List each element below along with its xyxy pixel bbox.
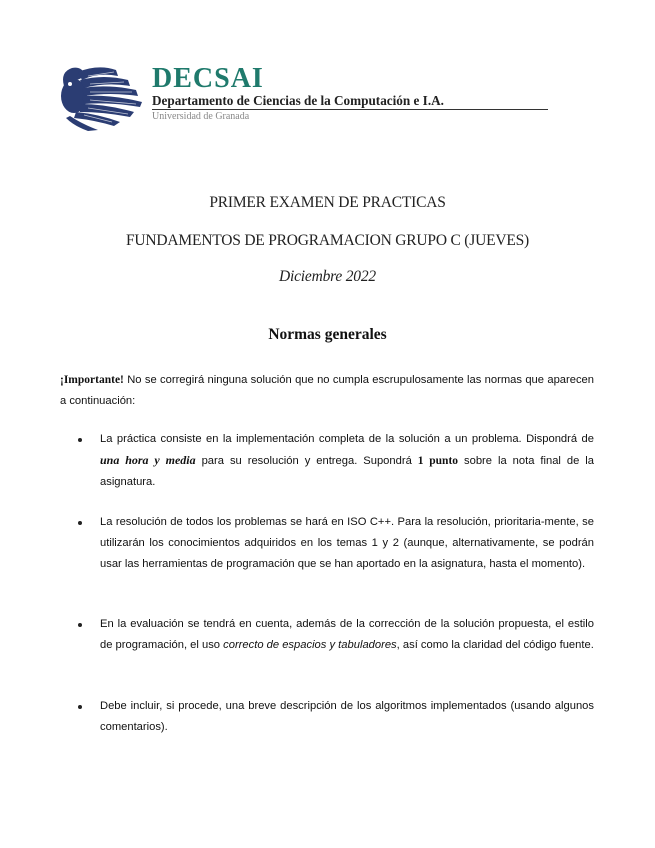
course-subtitle: FUNDAMENTOS DE PROGRAMACION GRUPO C (JUEVES) — [126, 232, 529, 249]
exam-date: Diciembre 2022 — [279, 268, 376, 285]
rule-text-part: La práctica consiste en la implementación completa de la solución a un problema. Dispondrá de — [100, 433, 594, 445]
decsai-emblem-logo — [58, 62, 148, 132]
rule-text-part: sobre la nota final de la asignatura. — [100, 455, 595, 488]
letterhead-text — [152, 65, 552, 123]
university-name: Universidad de Granada — [152, 111, 250, 122]
intro-paragraph — [60, 370, 594, 412]
rule-text — [100, 614, 594, 656]
important-label: ¡Importante! — [60, 374, 124, 386]
letterhead — [58, 62, 558, 132]
bullet-icon — [78, 705, 82, 709]
rule-text-part: para su resolución y entrega. Supondrá — [195, 455, 418, 467]
rule-text: Debe incluir, si procede, una breve descripción de los algoritmos implementados (usando algunos comentarios). — [100, 700, 594, 733]
rule-text-part: , así como la claridad del código fuente. — [396, 639, 594, 651]
intro-text: No se corregirá ninguna solución que no cumpla escrupulosamente las normas que aparecen a continuación: — [60, 374, 594, 407]
bullet-icon — [78, 521, 82, 525]
bullet-icon — [78, 623, 82, 627]
department-name: Departamento de Ciencias de la Computación e I.A. — [152, 93, 548, 110]
exam-title: PRIMER EXAMEN DE PRACTICAS — [209, 194, 446, 211]
bullet-icon — [78, 438, 82, 442]
section-heading: Normas generales — [268, 326, 387, 343]
rule-text — [100, 429, 594, 493]
points-emphasis: 1 punto — [417, 455, 459, 467]
duration-emphasis: una hora y media — [100, 453, 196, 467]
rule-text: La resolución de todos los problemas se hará en ISO C++. Para la resolución, prioritaria-mente, se utilizarán los conocimientos adquiridos en los temas 1 y 2 (aunque, alternativamente, se podrán usar las herramientas de programación que se han aportado en la asignatura, hasta el momento). — [100, 516, 594, 570]
italic-emphasis: correcto de espacios y tabuladores — [223, 639, 397, 651]
rule-text-part: En la evaluación se tendrá en cuenta, además de la corrección de la solución propuesta, el estilo de programación, el uso — [100, 618, 594, 651]
department-acronym: DECSAI — [152, 63, 264, 94]
